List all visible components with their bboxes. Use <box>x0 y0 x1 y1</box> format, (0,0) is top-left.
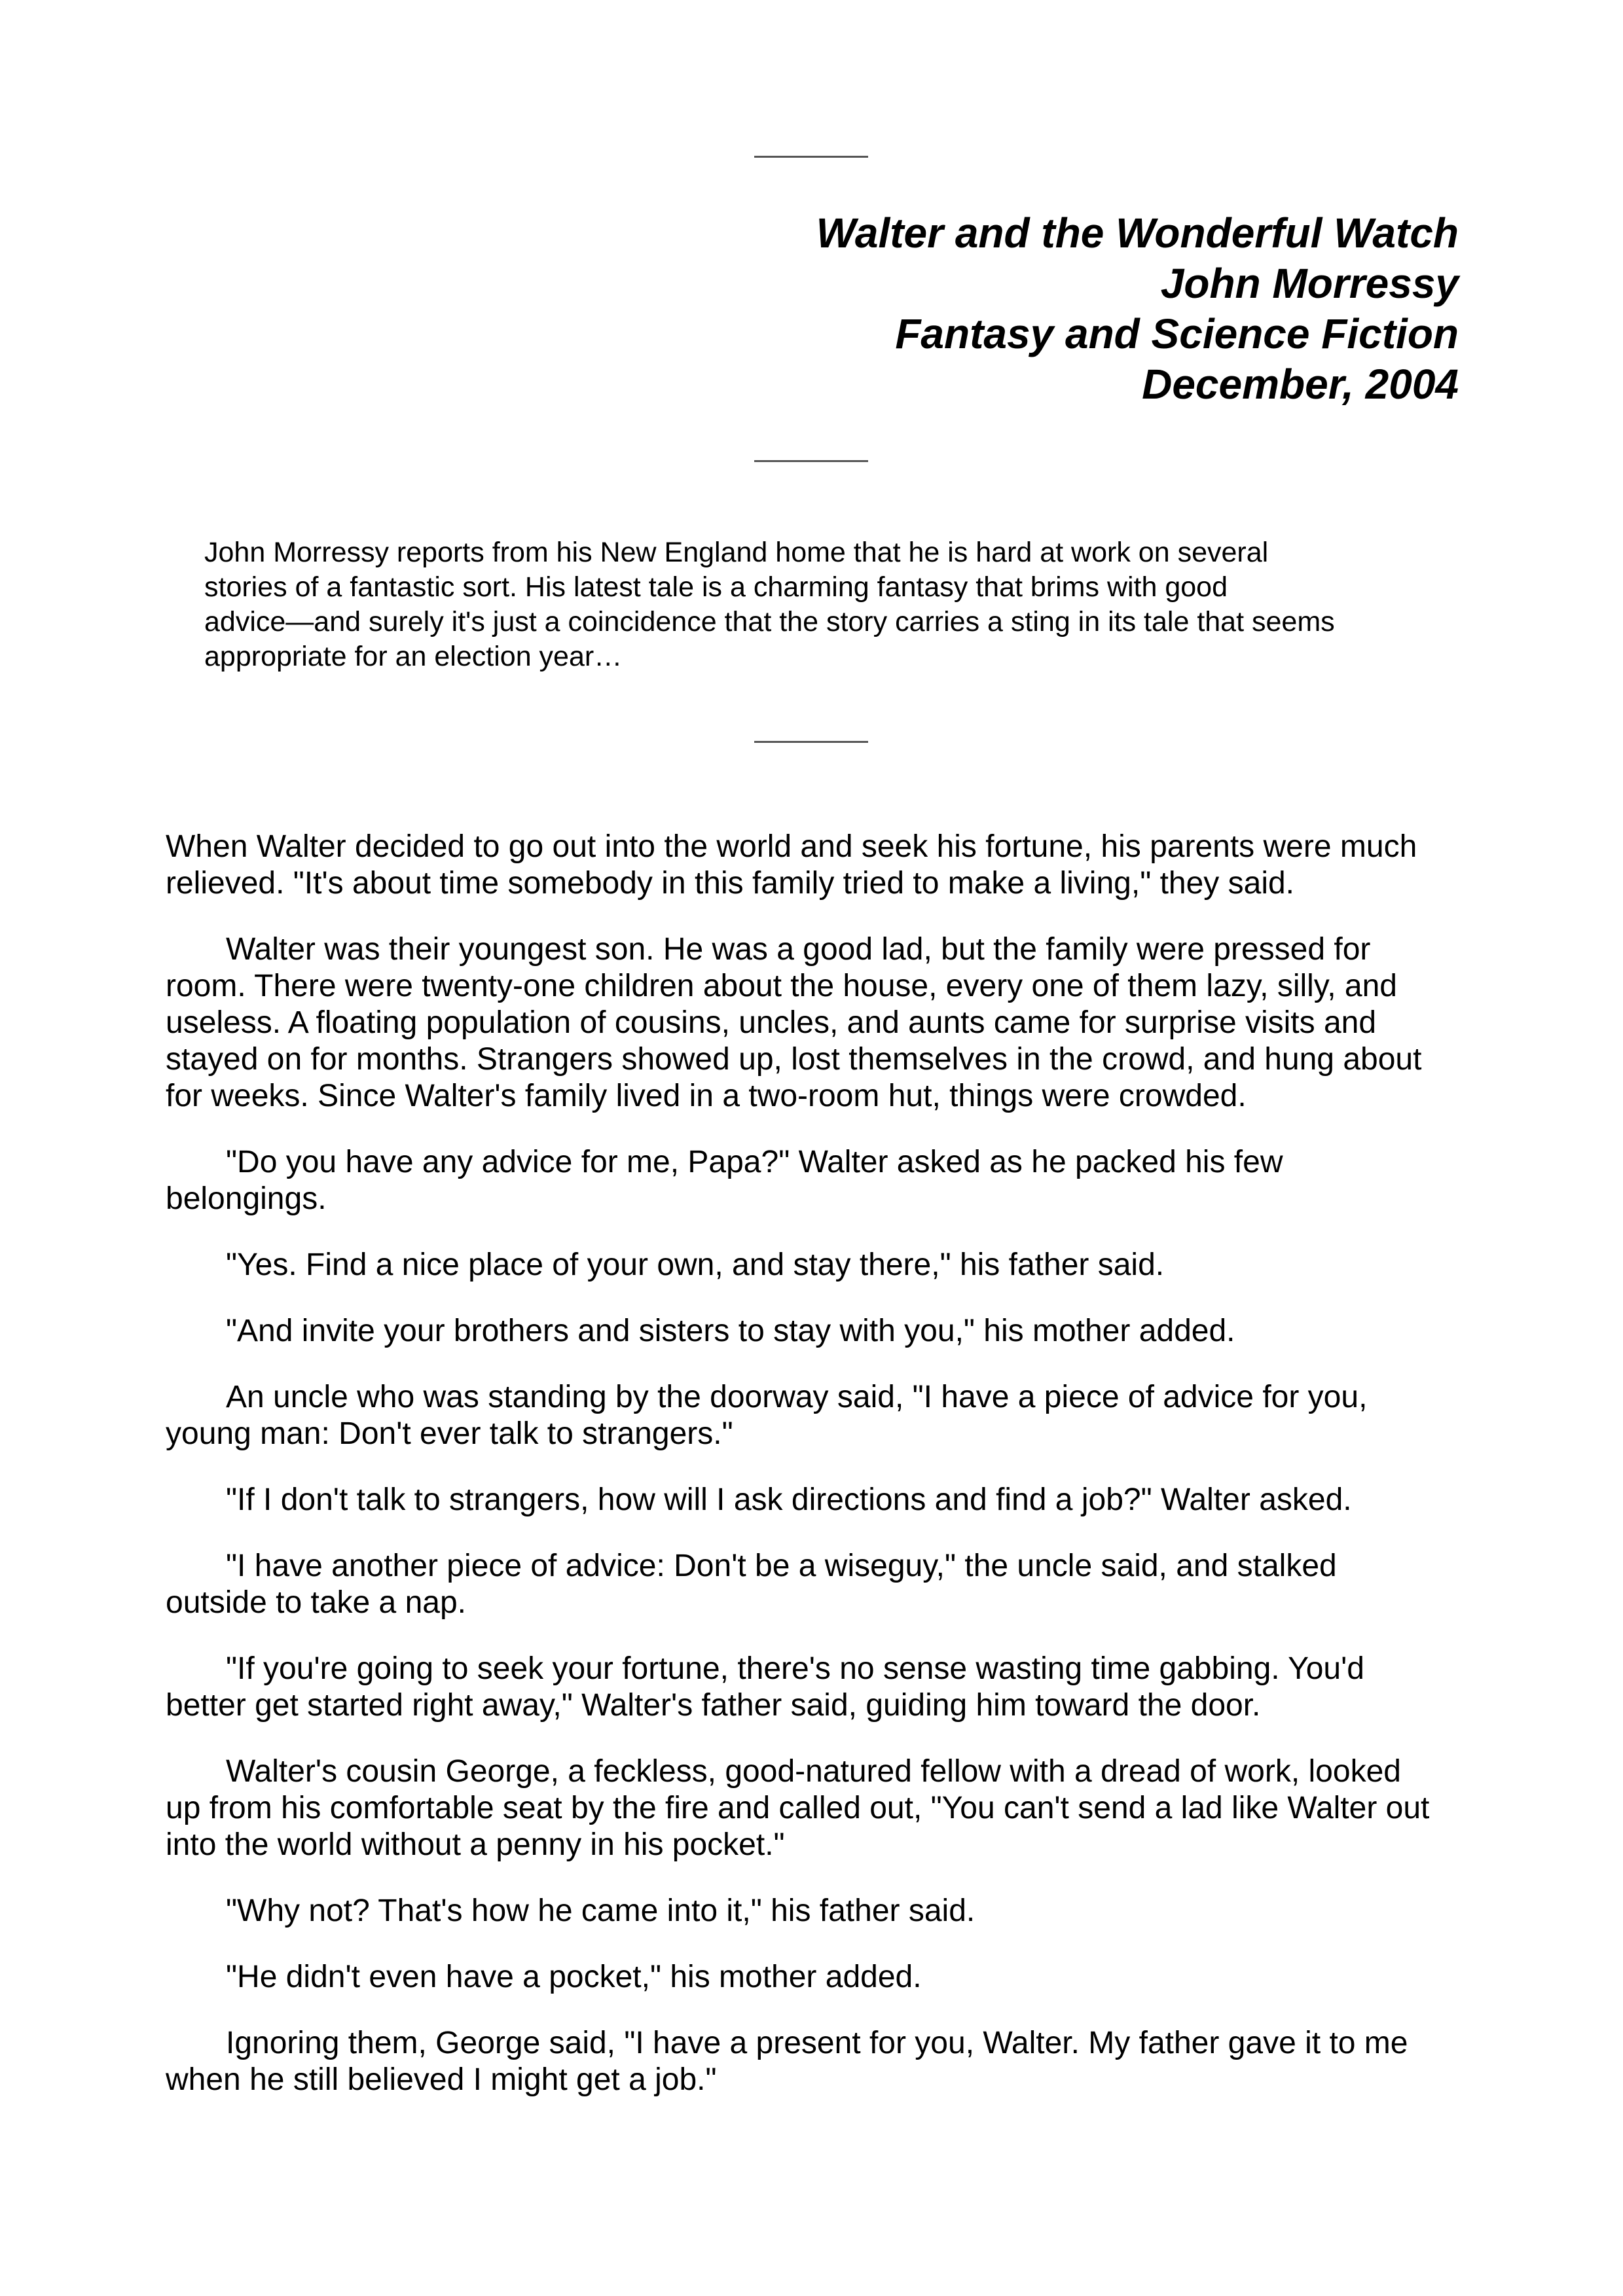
paragraph-line: An uncle who was standing by the doorway said, "I have a piece of advice for you, <box>226 1380 1368 1414</box>
paragraph-line: "Do you have any advice for me, Papa?" Walter asked as he packed his few <box>226 1145 1283 1179</box>
intro-line: advice—and surely it's just a coincidence that the story carries a sting in its tale that seems <box>204 606 1335 637</box>
title-block <box>542 208 1459 410</box>
lower-divider <box>754 741 868 743</box>
paragraph-line: "He didn't even have a pocket," his mother added. <box>226 1960 922 1994</box>
paragraph-line: "And invite your brothers and sisters to stay with you," his mother added. <box>226 1314 1235 1348</box>
story-body <box>166 829 1475 2128</box>
story-paragraph <box>166 2025 1475 2098</box>
story-paragraph <box>166 1379 1475 1452</box>
paragraph-line: room. There were twenty-one children about the house, every one of them lazy, silly, and <box>166 969 1397 1003</box>
story-paragraph <box>166 1144 1475 1217</box>
story-paragraph <box>166 1313 1475 1350</box>
story-paragraph <box>166 829 1475 902</box>
paragraph-line: Walter's cousin George, a feckless, good-natured fellow with a dread of work, looked <box>226 1754 1401 1789</box>
story-paragraph <box>166 1651 1475 1724</box>
story-paragraph <box>166 1893 1475 1929</box>
top-divider <box>754 156 868 158</box>
paragraph-line: Ignoring them, George said, "I have a present for you, Walter. My father gave it to me <box>226 2026 1408 2060</box>
story-paragraph <box>166 1548 1475 1621</box>
paragraph-line: when he still believed I might get a job." <box>166 2062 717 2097</box>
paragraph-line: for weeks. Since Walter's family lived in a two-room hut, things were crowded. <box>166 1079 1247 1113</box>
story-paragraph <box>166 1753 1475 1863</box>
paragraph-line: useless. A floating population of cousins, uncles, and aunts came for surprise visits and <box>166 1005 1377 1040</box>
story-title: Walter and the Wonderful Watch <box>816 209 1459 257</box>
publication-date: December, 2004 <box>1142 361 1459 408</box>
intro-line: stories of a fantastic sort. His latest tale is a charming fantasy that brims with good <box>204 571 1228 603</box>
story-paragraph <box>166 1482 1475 1518</box>
story-paragraph <box>166 1959 1475 1996</box>
paragraph-line: outside to take a nap. <box>166 1585 466 1620</box>
paragraph-line: belongings. <box>166 1181 327 1216</box>
paragraph-line: "I have another piece of advice: Don't be a wiseguy," the uncle said, and stalked <box>226 1549 1337 1583</box>
paragraph-line: stayed on for months. Strangers showed up, lost themselves in the crowd, and hung about <box>166 1042 1422 1077</box>
intro-blurb <box>204 535 1448 674</box>
paragraph-line: up from his comfortable seat by the fire and called out, "You can't send a lad like Walter out <box>166 1791 1430 1825</box>
paragraph-line: "Why not? That's how he came into it," his father said. <box>226 1893 976 1928</box>
story-paragraph <box>166 931 1475 1115</box>
intro-line: John Morressy reports from his New England home that he is hard at work on several <box>204 537 1269 568</box>
middle-divider <box>754 460 868 462</box>
paragraph-line: "If I don't talk to strangers, how will I ask directions and find a job?" Walter asked. <box>226 1482 1352 1517</box>
paragraph-line: relieved. "It's about time somebody in this family tried to make a living," they said. <box>166 866 1295 901</box>
publication-name: Fantasy and Science Fiction <box>895 310 1459 357</box>
paragraph-line: When Walter decided to go out into the world and seek his fortune, his parents were much <box>166 829 1417 864</box>
story-paragraph <box>166 1247 1475 1283</box>
intro-line: appropriate for an election year… <box>204 641 623 672</box>
paragraph-line: into the world without a penny in his pocket." <box>166 1827 785 1862</box>
author-name: John Morressy <box>1160 260 1459 307</box>
paragraph-line: "Yes. Find a nice place of your own, and stay there," his father said. <box>226 1247 1165 1282</box>
paragraph-line: Walter was their youngest son. He was a good lad, but the family were pressed for <box>226 932 1371 967</box>
paragraph-line: young man: Don't ever talk to strangers." <box>166 1416 733 1451</box>
paragraph-line: "If you're going to seek your fortune, there's no sense wasting time gabbing. You'd <box>226 1651 1364 1686</box>
paragraph-line: better get started right away," Walter's father said, guiding him toward the door. <box>166 1688 1261 1723</box>
